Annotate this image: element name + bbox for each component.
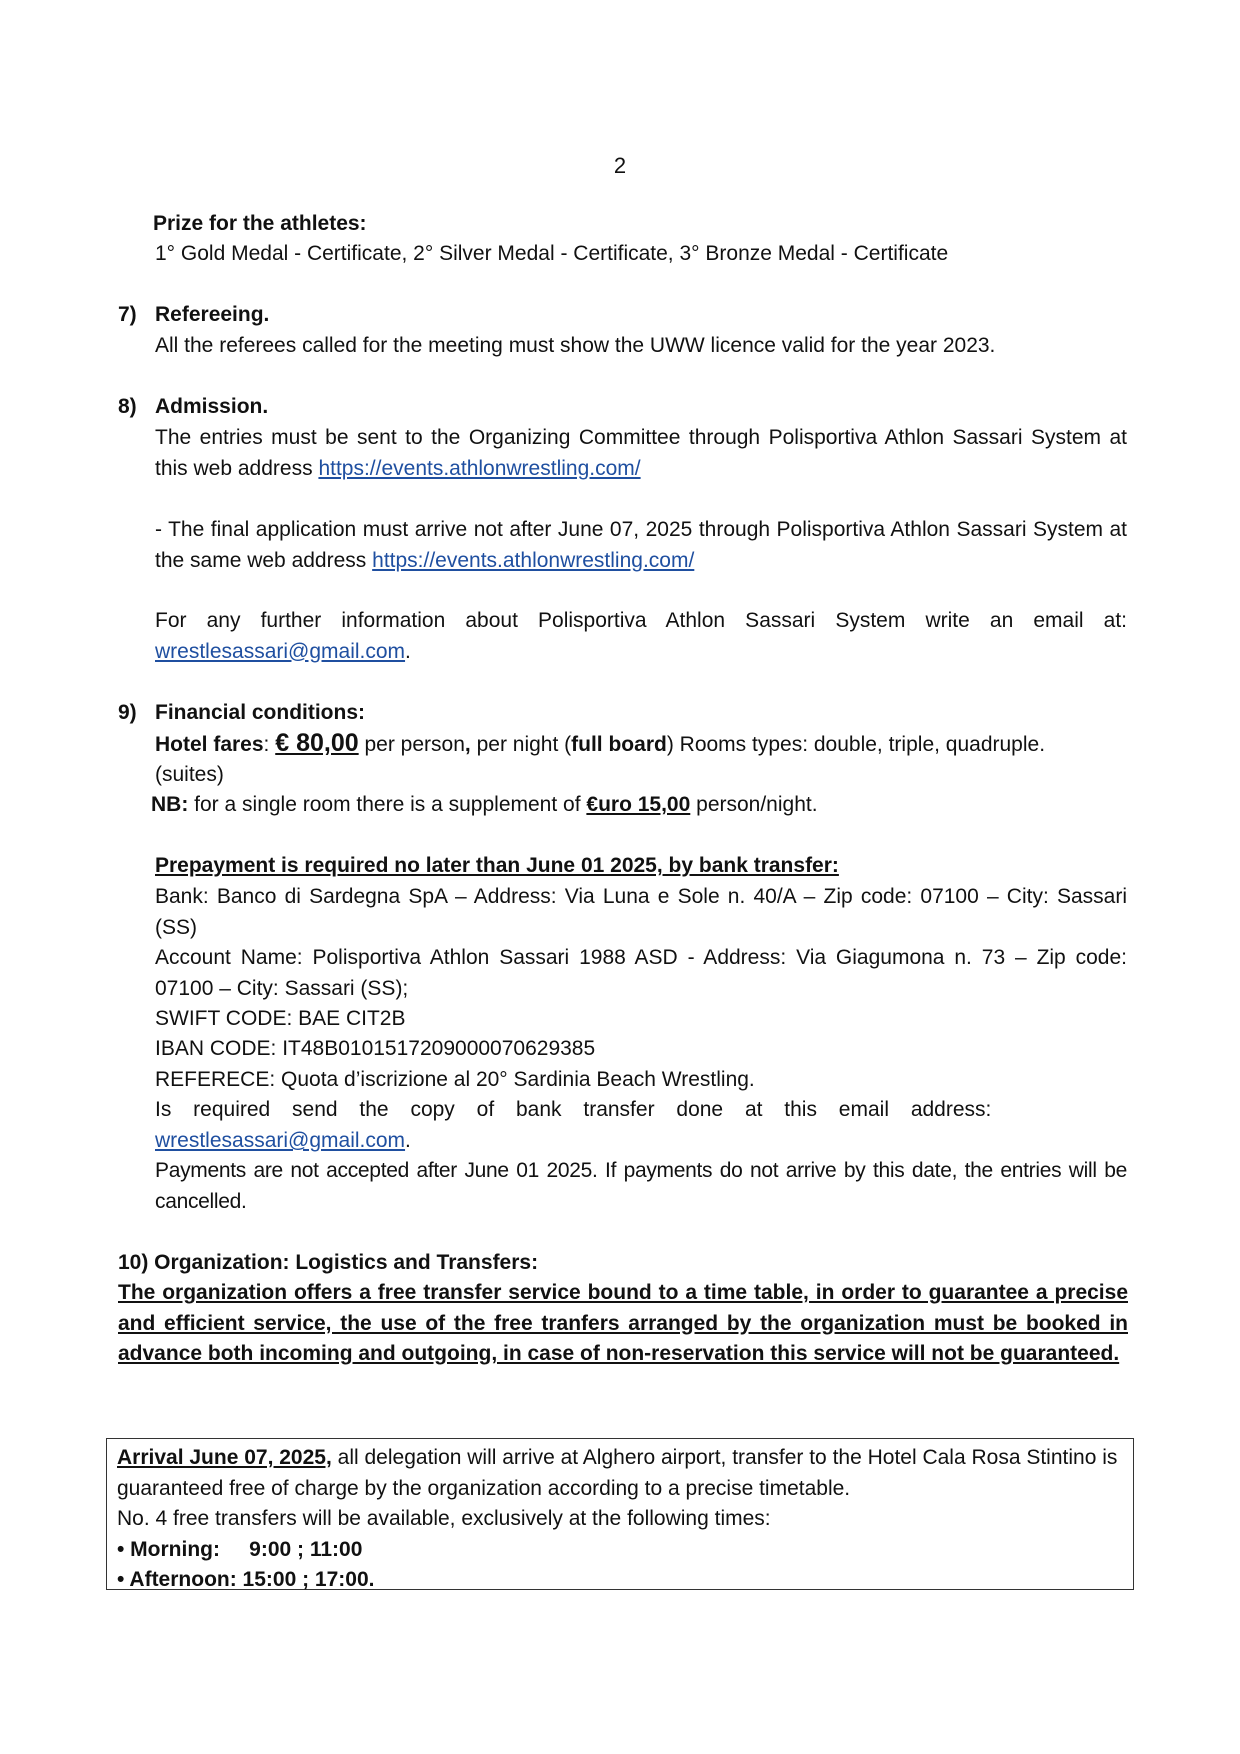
copy-instruction: [155, 1095, 1127, 1126]
copy-email-line: [155, 1126, 1127, 1157]
admission-text-3: For any further information about Polisportiva Athlon Sassari System write an email at:: [155, 609, 1127, 632]
section-7-number: 7): [118, 303, 137, 326]
payment-email-dot: .: [405, 1129, 411, 1152]
swift-code: SWIFT CODE: BAE CIT2B: [155, 1007, 406, 1030]
section-9-number: 9): [118, 701, 137, 724]
arrival-label: Arrival June 07, 2025,: [117, 1446, 332, 1469]
nb-line: [151, 790, 818, 821]
hotel-fares-line: [155, 728, 1127, 761]
full-board: full board: [571, 733, 667, 756]
section-10-title: 10) Organization: Logistics and Transfers:: [118, 1251, 539, 1274]
nb-label: NB:: [151, 793, 189, 816]
reference: REFERECE: Quota d’iscrizione al 20° Sardinia Beach Wrestling.: [155, 1068, 755, 1091]
prize-text: 1° Gold Medal - Certificate, 2° Silver Medal - Certificate, 3° Bronze Medal - Certificate: [155, 242, 949, 265]
per-person: per person: [364, 733, 465, 756]
admission-link-2[interactable]: https://events.athlonwrestling.com/: [372, 548, 695, 572]
prepayment-heading: Prepayment is required no later than June 01 2025, by bank transfer:: [155, 854, 839, 877]
arrival-text: all delegation will arrive at Alghero airport, transfer to the Hotel Cala Rosa Stintino is guaranteed free of charge by the organization according to a precise timetable.: [117, 1446, 1118, 1500]
section-7-title: Refereeing.: [155, 303, 270, 326]
admission-paragraph-1: [155, 423, 1127, 484]
admission-paragraph-2: [155, 515, 1127, 576]
nb-price: €uro 15,00: [586, 793, 691, 816]
rooms-types: ) Rooms types: double, triple, quadruple.: [666, 733, 1046, 756]
admission-text-1: The entries must be sent to the Organizing Committee through Polisportiva Athlon Sassari System at this web address: [155, 426, 1127, 480]
morning-times: • Morning: 9:00 ; 11:00: [117, 1537, 363, 1561]
suites: (suites): [155, 763, 224, 786]
arrival-paragraph: [117, 1443, 1123, 1504]
section-7-text: All the referees called for the meeting must show the UWW licence valid for the year 2023.: [155, 334, 996, 357]
prize-title: Prize for the athletes:: [153, 212, 367, 235]
copy-text: Is required send the copy of bank transfer done at this email address:: [155, 1098, 992, 1121]
admission-paragraph-3: [155, 606, 1127, 667]
admission-link-1[interactable]: https://events.athlonwrestling.com/: [318, 456, 641, 480]
arrival-box: [106, 1438, 1134, 1590]
section-8-number: 8): [118, 395, 137, 418]
bank-details: Bank: Banco di Sardegna SpA – Address: Via Luna e Sole n. 40/A – Zip code: 07100 – City: Sassari (SS): [155, 885, 1127, 939]
per-person-comma: ,: [464, 733, 471, 756]
hotel-price: € 80,00: [275, 729, 359, 757]
nb-text: for a single room there is a supplement of: [194, 793, 581, 816]
admission-text-2: - The final application must arrive not after June 07, 2025 through Polisportiva Athlon Sassari System at the same web address: [155, 518, 1127, 572]
payment-email[interactable]: wrestlesassari@gmail.com: [155, 1129, 406, 1152]
account-details: Account Name: Polisportiva Athlon Sassari 1988 ASD - Address: Via Giagumona n. 73 – Zip code: 07100 – City: Sassari (SS);: [155, 946, 1127, 1000]
section-9-title: Financial conditions:: [155, 701, 366, 724]
transfers-available: No. 4 free transfers will be available, exclusively at the following times:: [117, 1507, 771, 1530]
iban-code: IBAN CODE: IT48B0101517209000070629385: [155, 1037, 596, 1060]
per-night: per night (: [476, 733, 572, 756]
hotel-fares-colon: :: [263, 733, 270, 756]
admission-email[interactable]: wrestlesassari@gmail.com: [155, 639, 406, 663]
section-8-title: Admission.: [155, 395, 269, 418]
page-number: 2: [613, 153, 627, 178]
transfer-notice: The organization offers a free transfer service bound to a time table, in order to guarantee a precise and efficient service, the use of the free tranfers arranged by the organization must be booked in advance both incoming and outgoing, in case of non-reservation this service will not be guaranteed.: [118, 1281, 1128, 1365]
hotel-fares-label: Hotel fares: [155, 733, 264, 756]
nb-tail: person/night.: [696, 793, 818, 816]
afternoon-times: • Afternoon: 15:00 ; 17:00.: [117, 1568, 375, 1591]
admission-email-dot: .: [405, 639, 411, 663]
payments-deadline: Payments are not accepted after June 01 2025. If payments do not arrive by this date, the entries will be cancelled.: [155, 1159, 1127, 1213]
